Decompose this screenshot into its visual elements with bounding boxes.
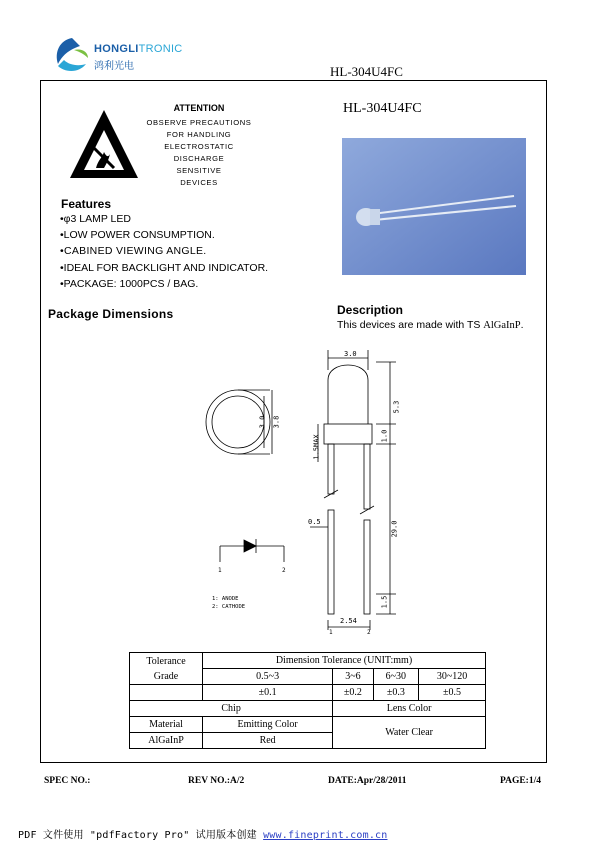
logo-mark-icon (54, 36, 90, 74)
diode-pin-label-1: 1 (218, 567, 222, 574)
dim-outer-dia: 3.8 (272, 415, 281, 429)
empty-cell (130, 685, 203, 701)
lens-label: Lens Color (333, 701, 486, 717)
attention-line: FOR HANDLING (166, 130, 232, 139)
description-text-prefix: This devices are made with TS (337, 319, 484, 331)
led-flange (324, 424, 372, 444)
dim-max-label: 1.5MAX (312, 434, 321, 460)
footer-rev: REV NO.:A/2 (188, 776, 245, 786)
grade-label-2: Grade (153, 670, 179, 682)
description-text (337, 319, 524, 331)
company-logo (54, 36, 184, 74)
range-cell: 6~30 (373, 669, 419, 685)
tolerance-table (129, 652, 486, 749)
dim-flange: 1.0 (380, 429, 389, 443)
footer-spec: SPEC NO.: (44, 776, 91, 786)
dim-top-width: 3.0 (344, 350, 357, 358)
legend-anode: 1: ANODE (212, 596, 239, 602)
lead-right-lower (364, 520, 370, 614)
tolerance-value: ±0.5 (419, 685, 486, 701)
watermark-text: PDF 文件使用 "pdfFactory Pro" 试用版本创建 (18, 830, 264, 841)
lead-left-lower (328, 510, 334, 614)
dim-lead-width: 0.5 (308, 518, 321, 526)
product-photo (342, 138, 526, 275)
description-material: AlGaInP (483, 320, 521, 331)
grade-label-1: Tolerance (146, 655, 186, 667)
material-label: Material (130, 717, 203, 733)
lens-value: Water Clear (333, 717, 486, 749)
description-title: Description (337, 303, 404, 317)
attention-line: DEVICES (180, 178, 218, 187)
pin-label-2: 2 (367, 629, 371, 636)
material-value: AlGaInP (130, 733, 203, 749)
attention-title: ATTENTION (173, 103, 225, 113)
footer-page: PAGE:1/4 (500, 776, 541, 786)
range-cell: 0.5~3 (203, 669, 333, 685)
watermark (18, 826, 388, 841)
tolerance-value: ±0.3 (373, 685, 419, 701)
company-name-bold: HONGLI (94, 43, 139, 55)
feature-item: •CABINED VIEWING ANGLE. (60, 245, 207, 257)
product-part-number: HL-304U4FC (343, 101, 422, 116)
feature-item: •IDEAL FOR BACKLIGHT AND INDICATOR. (60, 262, 269, 274)
emitting-value: Red (203, 733, 333, 749)
dim-inner-dia: 3.0 (258, 415, 267, 429)
diode-pin-label-2: 2 (282, 567, 286, 574)
lead-left (328, 444, 334, 494)
tolerance-value: ±0.1 (203, 685, 333, 701)
feature-item: •φ3 LAMP LED (60, 213, 131, 225)
attention-line: DISCHARGE (173, 154, 225, 163)
lead-right (364, 444, 370, 509)
attention-line: SENSITIVE (176, 166, 222, 175)
led-dome (328, 365, 368, 424)
features-title: Features (61, 197, 112, 211)
esd-warning-icon (68, 108, 140, 180)
legend-cathode: 2: CATHODE (212, 604, 246, 610)
top-view-inner-circle (212, 396, 267, 448)
tolerance-grade-cell (130, 653, 203, 685)
tolerance-header: Dimension Tolerance (UNIT:mm) (203, 653, 486, 669)
dim-pitch: 2.54 (340, 617, 357, 625)
dim-lead-length: 29.0 (390, 520, 399, 538)
dim-dome-height: 5.3 (392, 400, 401, 414)
dim-lead-end: 1.5 (380, 595, 389, 609)
description-text-suffix: . (520, 319, 524, 331)
feature-item: •LOW POWER CONSUMPTION. (60, 229, 215, 241)
watermark-link[interactable]: www.fineprint.com.cn (263, 830, 388, 841)
diode-symbol-icon (220, 539, 284, 562)
company-name-chinese: 鸿利光电 (94, 61, 134, 72)
attention-line: OBSERVE PRECAUTIONS (146, 118, 252, 127)
emitting-label: Emitting Color (203, 717, 333, 733)
chip-label: Chip (130, 701, 333, 717)
range-cell: 3~6 (333, 669, 373, 685)
company-name-light: TRONIC (138, 43, 183, 55)
range-cell: 30~120 (419, 669, 486, 685)
header-part-number: HL-304U4FC (330, 64, 403, 79)
feature-item: •PACKAGE: 1000PCS / BAG. (60, 278, 199, 290)
attention-line: ELECTROSTATIC (164, 142, 234, 151)
tolerance-value: ±0.2 (333, 685, 373, 701)
footer-date: DATE:Apr/28/2011 (328, 776, 407, 786)
package-dimensions-title: Package Dimensions (48, 307, 174, 321)
pin-label-1: 1 (329, 629, 333, 636)
